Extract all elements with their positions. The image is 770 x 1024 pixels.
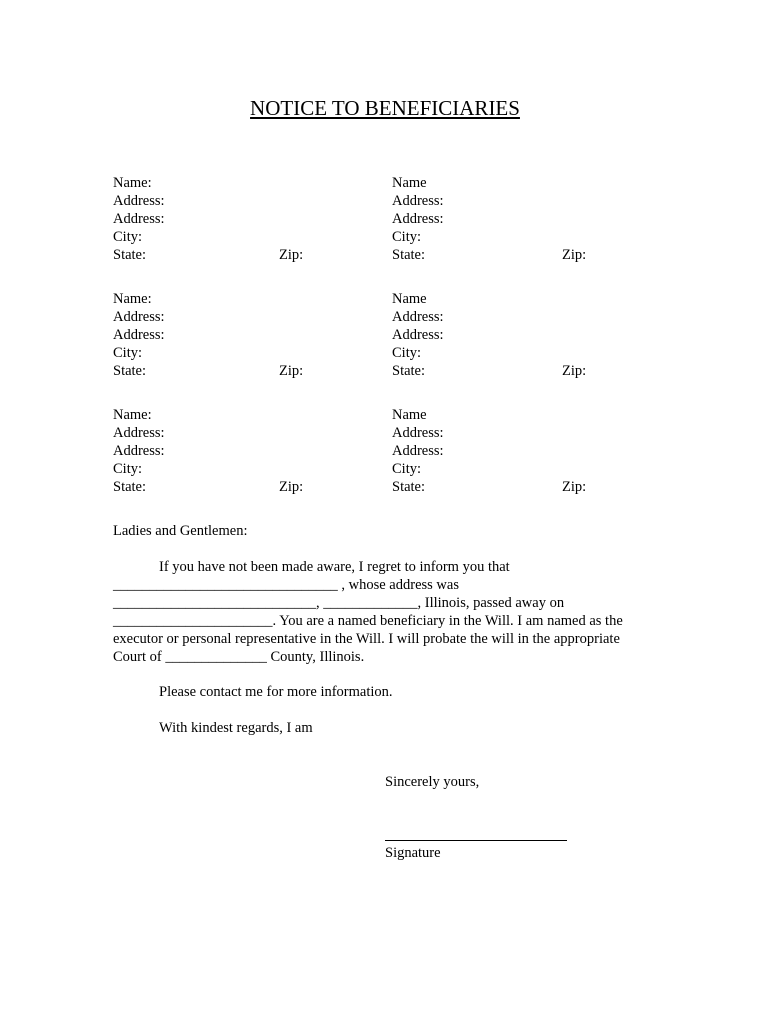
- name-label: Name:: [113, 291, 152, 307]
- body-line-4: ______________________. You are a named beneficiary in the Will. I am named as the: [113, 613, 623, 629]
- city-label: City:: [113, 345, 143, 361]
- zip-label: Zip:: [279, 479, 304, 495]
- city-label: City:: [113, 461, 143, 477]
- beneficiary-right-block-1: [392, 174, 632, 264]
- address-label: Address:: [392, 425, 444, 441]
- city-label: City:: [392, 229, 422, 245]
- name-label: Name: [392, 407, 427, 423]
- zip-label: Zip:: [279, 363, 304, 379]
- state-label: State:: [392, 479, 426, 495]
- city-label: City:: [392, 345, 422, 361]
- beneficiary-left-block-2: [113, 290, 353, 380]
- city-label: City:: [113, 229, 143, 245]
- address-label: Address:: [392, 211, 444, 227]
- zip-label: Zip:: [562, 247, 587, 263]
- state-label: State:: [392, 363, 426, 379]
- name-label: Name:: [113, 407, 152, 423]
- address-label: Address:: [113, 193, 165, 209]
- body-line-6: Court of ______________ County, Illinois.: [113, 649, 365, 665]
- address-label: Address:: [113, 443, 165, 459]
- zip-label: Zip:: [562, 479, 587, 495]
- beneficiary-right-block-2: [392, 290, 632, 380]
- body-line-1: If you have not been made aware, I regret to inform you that: [159, 559, 510, 575]
- beneficiary-left-block-3: [113, 406, 353, 496]
- name-label: Name: [392, 175, 427, 191]
- address-label: Address:: [392, 327, 444, 343]
- address-label: Address:: [113, 327, 165, 343]
- state-label: State:: [113, 247, 147, 263]
- closing: Sincerely yours,: [385, 774, 480, 790]
- document-title: NOTICE TO BENEFICIARIES: [250, 96, 520, 120]
- salutation: Ladies and Gentlemen:: [113, 523, 248, 539]
- zip-label: Zip:: [279, 247, 304, 263]
- state-label: State:: [113, 479, 147, 495]
- address-label: Address:: [392, 193, 444, 209]
- body-line-3: ____________________________, _____________, Illinois, passed away on: [113, 595, 565, 611]
- address-label: Address:: [392, 309, 444, 325]
- signature-label: Signature: [385, 845, 441, 861]
- address-label: Address:: [113, 309, 165, 325]
- body-line-2: _______________________________ , whose address was: [113, 577, 459, 593]
- address-label: Address:: [392, 443, 444, 459]
- address-label: Address:: [113, 425, 165, 441]
- signature-line: [385, 840, 567, 841]
- name-label: Name: [392, 291, 427, 307]
- address-label: Address:: [113, 211, 165, 227]
- state-label: State:: [392, 247, 426, 263]
- regards-line: With kindest regards, I am: [159, 720, 313, 736]
- name-label: Name:: [113, 175, 152, 191]
- beneficiary-right-block-3: [392, 406, 632, 496]
- contact-line: Please contact me for more information.: [159, 684, 393, 700]
- state-label: State:: [113, 363, 147, 379]
- city-label: City:: [392, 461, 422, 477]
- body-line-5: executor or personal representative in the Will. I will probate the will in the appropriate: [113, 631, 620, 647]
- beneficiary-left-block-1: [113, 174, 353, 264]
- zip-label: Zip:: [562, 363, 587, 379]
